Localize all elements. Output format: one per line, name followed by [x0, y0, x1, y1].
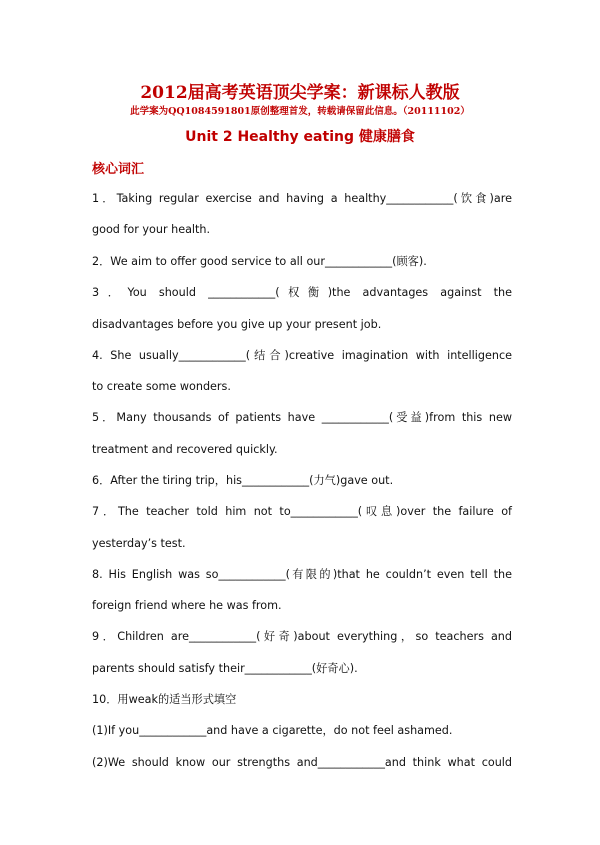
exercise-line: disadvantages before you give up your present job. [92, 318, 382, 331]
section-title: 核心词汇 [92, 162, 145, 177]
exercise-line: 9．Children are____________(好奇)about everything，so teachers and [92, 630, 512, 643]
exercise-line: 8. His English was so____________(有限的)that he couldn’t even tell the [92, 568, 512, 581]
exercise-line: 2．We aim to offer good service to all our____________(顾客). [92, 255, 427, 268]
exercise-line: to create some wonders. [92, 380, 231, 393]
exercise-line: foreign friend where he was from. [92, 599, 282, 612]
exercise-line: good for your health. [92, 223, 211, 236]
exercise-line: 10．用weak的适当形式填空 [92, 693, 237, 706]
exercise-line: 1．Taking regular exercise and having a healthy____________(饮食)are [92, 192, 512, 205]
exercise-line: 3．You should ____________(权衡)the advantages against the [92, 286, 512, 299]
document-title: 2012届高考英语顶尖学案：新课标人教版 [140, 83, 460, 103]
exercise-line: 4. She usually____________(结合)creative imagination with intelligence [92, 349, 512, 362]
exercise-line: treatment and recovered quickly. [92, 443, 278, 456]
exercise-line: parents should satisfy their____________(好奇心). [92, 662, 358, 675]
exercise-line: 7．The teacher told him not to____________(叹息)over the failure of [92, 505, 512, 518]
exercise-line: 5．Many thousands of patients have ____________(受益)from this new [92, 411, 512, 424]
document-subtitle: 此学案为QQ1084591801原创整理首发，转载请保留此信息。（20111102） [130, 106, 470, 117]
unit-heading: Unit 2 Healthy eating 健康膳食 [185, 129, 415, 145]
exercise-line: 6．After the tiring trip，his____________(力气)gave out. [92, 474, 394, 487]
exercise-line: (1)If you____________and have a cigarette，do not feel ashamed. [92, 724, 453, 737]
exercise-line: (2)We should know our strengths and____________and think what could [92, 756, 512, 769]
exercise-line: yesterday’s test. [92, 537, 186, 550]
